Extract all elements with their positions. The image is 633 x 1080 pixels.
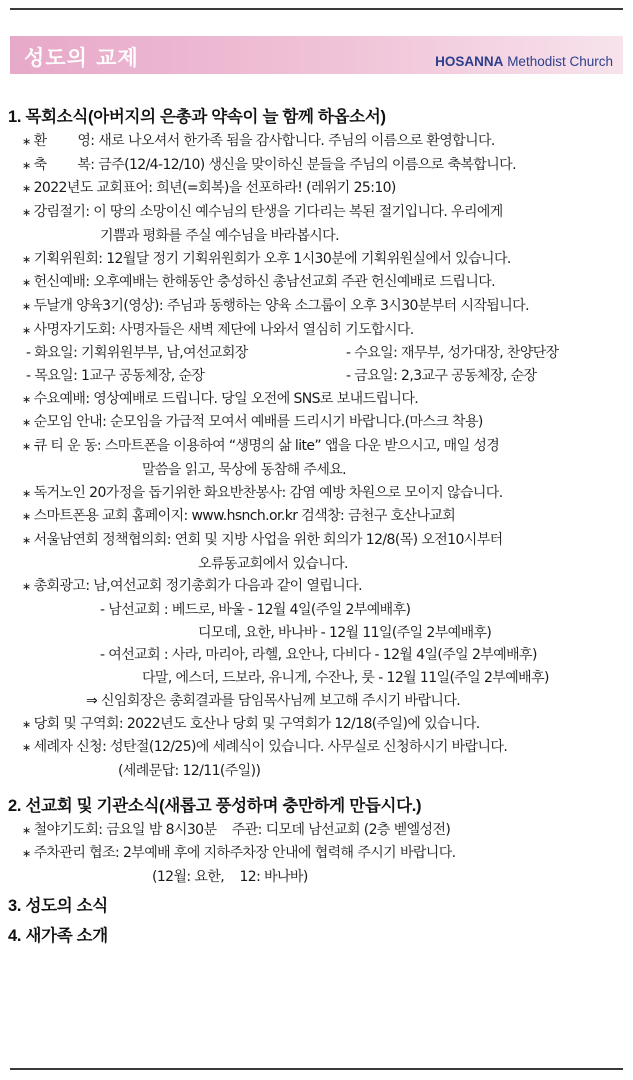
notice-two-wings [8, 295, 628, 319]
schedule-tuesday: - 화요일: 기획위원부부, 남,여선교회장 [26, 345, 248, 362]
bullet-icon: ∗ [22, 299, 31, 313]
bullet-icon: ∗ [22, 440, 31, 454]
bullet-icon: ∗ [22, 741, 31, 755]
bullet-icon: ∗ [22, 323, 31, 337]
notice-text: 2022년도 교회표어: 희년(=회복)을 선포하라! (레위기 25:10) [33, 180, 396, 197]
bullet-icon: ∗ [22, 416, 31, 430]
bullet-icon: ∗ [22, 392, 31, 406]
bullet-icon: ∗ [22, 158, 31, 172]
notice-text: 강림절기: 이 땅의 소망이신 예수님의 탄생을 기다리는 복된 절기입니다. 우리에게 [33, 204, 503, 221]
bullet-icon: ∗ [22, 510, 31, 524]
notice-planning [8, 248, 628, 272]
notice-text: 축 복: 금주(12/4-12/10) 생신을 맞이하신 분들을 주님의 이름으로 축복합니다. [33, 156, 516, 173]
notice-prayer-meeting [8, 319, 628, 343]
notice-dedication [8, 271, 628, 295]
assembly-men-1: - 남선교회 : 베드로, 바울 - 12월 4일(주일 2부예배후) [100, 602, 411, 619]
notice-blessing [8, 154, 628, 178]
top-rule [10, 8, 623, 10]
notice-side-dish [8, 482, 628, 506]
notice-conference-cont: 오류동교회에서 있습니다. [198, 555, 348, 572]
bullet-icon: ∗ [22, 486, 31, 500]
assembly-note: ⇒ 신임회장은 총회결과를 담임목사님께 보고해 주시기 바랍니다. [86, 692, 461, 709]
notice-wednesday-service [8, 388, 628, 412]
assembly-women-2: 다말, 에스더, 드보라, 유니게, 수잔나, 룻 - 12월 11일(주일 2부예배후) [142, 670, 549, 687]
notice-text: 총회광고: 남,여선교회 정기총회가 다음과 같이 열립니다. [33, 578, 362, 595]
notice-overnight-prayer [8, 819, 628, 843]
prayer-schedule-row [8, 342, 628, 365]
notice-text: 스마트폰용 교회 홈페이지: www.hsnch.or.kr 검색창: 금천구 호산나교회 [33, 508, 456, 525]
notice-text: 세례자 신청: 성탄절(12/25)에 세례식이 있습니다. 사무실로 신청하시기 바랍니다. [33, 739, 508, 756]
section-1-title: 1. 목회소식(아버지의 은총과 약속이 늘 함께 하옵소서) [8, 108, 386, 126]
bullet-icon: ∗ [22, 533, 31, 547]
bullet-icon: ∗ [22, 717, 31, 731]
church-name [435, 54, 613, 69]
notice-general-assembly [8, 575, 628, 599]
schedule-wednesday: - 수요일: 재무부, 성가대장, 찬양단장 [346, 345, 559, 362]
bullet-icon: ∗ [22, 135, 31, 148]
notice-text: 큐 티 운 동: 스마트폰을 이용하여 “생명의 삶 lite” 앱을 다운 받으시고, 매일 성경 [33, 438, 500, 455]
schedule-friday: - 금요일: 2,3교구 공동체장, 순장 [346, 368, 537, 385]
notice-cell-group [8, 411, 628, 435]
bulletin-content [8, 104, 628, 949]
church-name-rest: Methodist Church [503, 54, 613, 69]
bullet-icon: ∗ [22, 252, 31, 266]
notice-conference [8, 529, 628, 553]
notice-text: 기획위원회: 12월달 정기 기획위원회가 오후 1시30분에 기획위원실에서 있습니다. [33, 250, 511, 267]
notice-text: 순모임 안내: 순모임을 가급적 모여서 예배를 드리시기 바랍니다.(마스크 착용) [33, 414, 483, 431]
notice-advent [8, 201, 628, 225]
prayer-schedule-row [8, 365, 628, 388]
notice-text: 독거노인 20가정을 돕기위한 화요반찬봉사: 감염 예방 차원으로 모이지 않습니다. [33, 484, 503, 501]
bullet-icon: ∗ [22, 276, 31, 290]
notice-text: 사명자기도회: 사명자들은 새벽 제단에 나와서 열심히 기도합시다. [33, 321, 414, 338]
section-3-title: 3. 성도의 소식 [8, 896, 108, 915]
notice-text: 두날개 양육3기(영상): 주님과 동행하는 양육 소그룹이 오후 3시30분부터 시작됩니다. [33, 297, 529, 314]
notice-parking-cont: (12월: 요한, 12: 바나바) [152, 869, 308, 886]
notice-baptism [8, 736, 628, 760]
notice-text: 철야기도회: 금요일 밤 8시30분 주관: 디모데 남선교회 (2층 벧엘성전) [33, 821, 451, 838]
bullet-icon: ∗ [22, 580, 31, 594]
notice-text: 주차관리 협조: 2부예배 후에 지하주차장 안내에 협력해 주시기 바랍니다. [33, 845, 456, 862]
bullet-icon: ∗ [22, 847, 31, 861]
notice-qt-cont: 말씀을 읽고, 묵상에 동참해 주세요. [142, 461, 347, 478]
notice-welcome [8, 130, 628, 154]
notice-baptism-cont: (세례문답: 12/11(주일)) [118, 762, 261, 779]
notice-text: 헌신예배: 오후예배는 한해동안 충성하신 총남선교회 주관 헌신예배로 드립니다. [33, 274, 496, 291]
notice-qt [8, 435, 628, 459]
page-title: 성도의 교제 [24, 46, 139, 70]
notice-text: 수요예배: 영상예배로 드립니다. 당일 오전에 SNS로 보내드립니다. [33, 390, 419, 407]
bullet-icon: ∗ [22, 206, 31, 220]
bullet-icon: ∗ [22, 823, 31, 837]
notice-text: 서울남연회 정책협의회: 연회 및 지방 사업을 위한 회의가 12/8(목) 오전10시부터 [33, 531, 503, 548]
section-4-title: 4. 새가족 소개 [8, 926, 108, 945]
assembly-women-1: - 여선교회 : 사라, 마리아, 라헬, 요안나, 다비다 - 12월 4일(주일 2부예배후) [100, 647, 537, 664]
header-banner [10, 36, 623, 74]
assembly-men-2: 디모데, 요한, 바나바 - 12월 11일(주일 2부예배후) [198, 624, 492, 641]
notice-session [8, 713, 628, 737]
church-name-bold: HOSANNA [435, 54, 504, 69]
notice-advent-cont: 기쁨과 평화를 주실 예수님을 바라봅시다. [100, 227, 339, 244]
bullet-icon: ∗ [22, 182, 31, 196]
notice-homepage [8, 505, 628, 529]
notice-parking [8, 842, 628, 866]
section-2-title: 2. 선교회 및 기관소식(새롭고 풍성하며 충만하게 만듭시다.) [8, 796, 422, 815]
notice-text: 환 영: 새로 나오셔서 한가족 됨을 감사합니다. 주님의 이름으로 환영합니다. [33, 133, 495, 149]
notice-text: 당회 및 구역회: 2022년도 호산나 당회 및 구역회가 12/18(주일)에 있습니다. [33, 715, 480, 732]
notice-motto [8, 177, 628, 201]
schedule-thursday: - 목요일: 1교구 공동체장, 순장 [26, 368, 205, 385]
bottom-rule [10, 1068, 623, 1070]
